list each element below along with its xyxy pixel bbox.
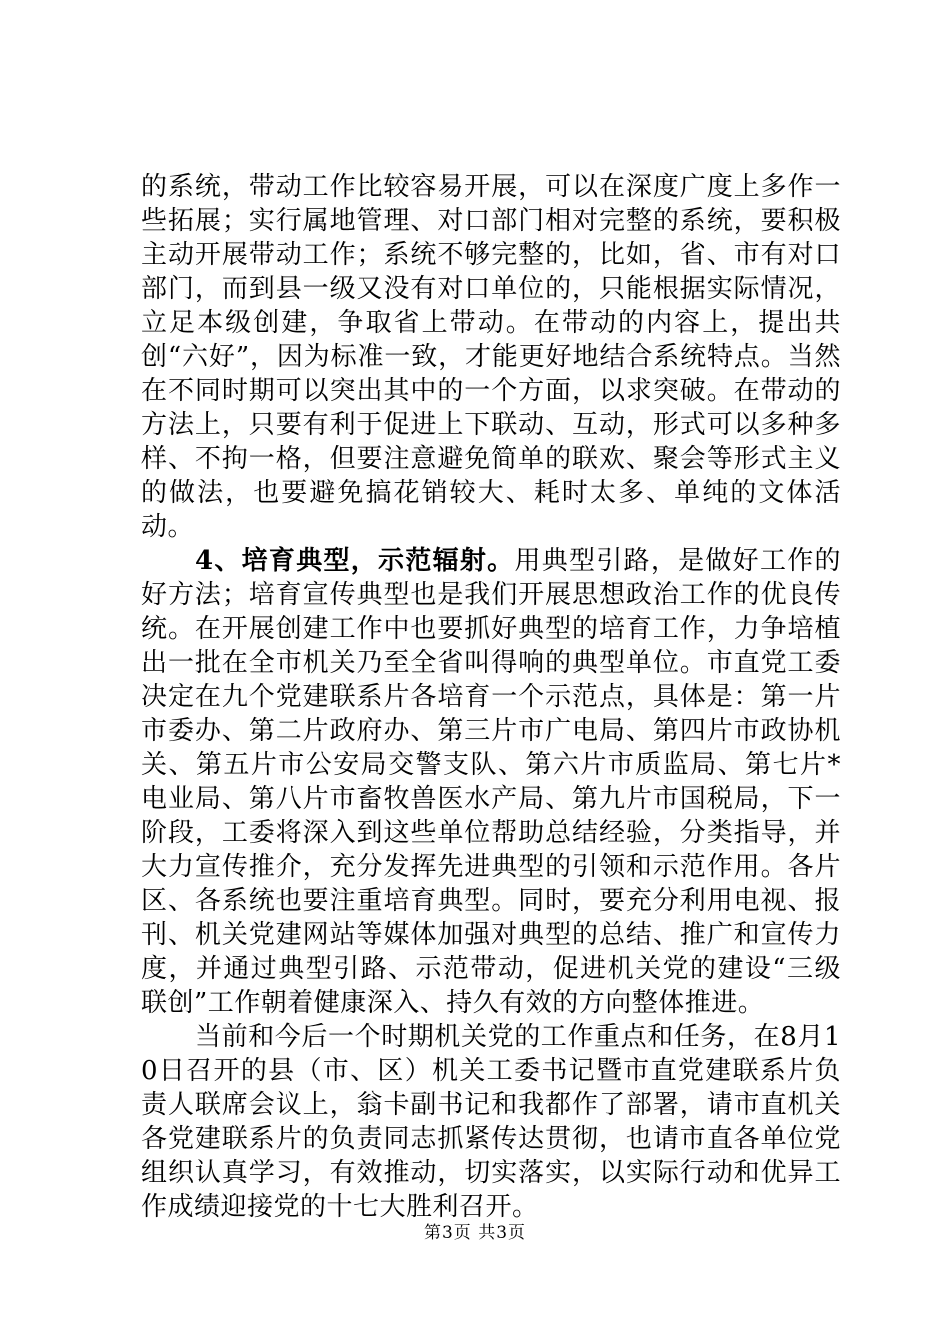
paragraph-conclusion: [141, 1020, 841, 1224]
page-footer: 第3页 共3页: [423, 1223, 527, 1243]
document-body: [141, 170, 841, 1224]
paragraph-cultivate-models: [141, 544, 841, 1020]
section-heading: 4、培育典型，示范辐射。: [195, 546, 515, 576]
paragraph-text: 用典型引路，是做好工作的好方法；培育宣传典型也是我们开展思想政治工作的优良传统。在开展创建工作中也要抓好典型的培育工作，力争培植出一批在全市机关乃至全省叫得响的典型单位。市直党工委决定在九个党建联系片各培育一个示范点，具体是：第一片市委办、第二片政府办、第三片市广电局、第四片市政协机关、第五片市公安局交警支队、第六片市质监局、第七片*电业局、第八片市畜牧兽医水产局、第九片市国税局，下一阶段，工委将深入到这些单位帮助总结经验，分类指导，并大力宣传推介，充分发挥先进典型的引领和示范作用。各片区、各系统也要注重培育典型。同时，要充分利用电视、报刊、机关党建网站等媒体加强对典型的总结、推广和宣传力度，并通过典型引路、示范带动，促进机关党的建设“三级联创”工作朝着健康深入、持久有效的方向整体推进。: [141, 546, 841, 1018]
paragraph-text: 当前和今后一个时期机关党的工作重点和任务，在8月10日召开的县（市、区）机关工委书记暨市直党建联系片负责人联席会议上，翁卡副书记和我都作了部署，请市直机关各党建联系片的负责同志抓紧传达贯彻，也请市直各单位党组织认真学习，有效推动，切实落实，以实际行动和优异工作成绩迎接党的十七大胜利召开。: [141, 1022, 841, 1222]
paragraph-text: 的系统，带动工作比较容易开展，可以在深度广度上多作一些拓展；实行属地管理、对口部门相对完整的系统，要积极主动开展带动工作；系统不够完整的，比如，省、市有对口部门，而到县一级又没有对口单位的，只能根据实际情况，立足本级创建，争取省上带动。在带动的内容上，提出共创“六好”，因为标准一致，才能更好地结合系统特点。当然在不同时期可以突出其中的一个方面，以求突破。在带动的方法上，只要有利于促进上下联动、互动，形式可以多种多样、不拘一格，但要注意避免简单的联欢、聚会等形式主义的做法，也要避免搞花销较大、耗时太多、单纯的文体活动。: [141, 172, 841, 542]
paragraph-continuation: [141, 170, 841, 544]
